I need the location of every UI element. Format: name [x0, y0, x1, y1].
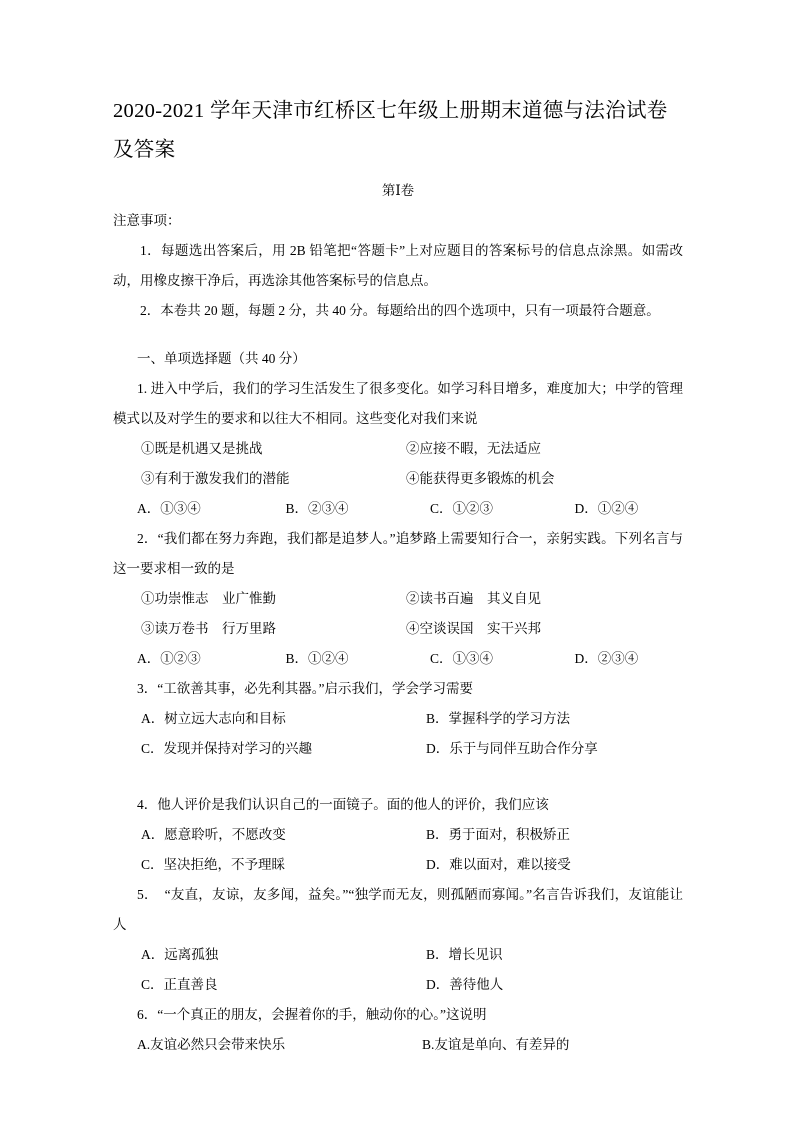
question-options — [113, 644, 683, 674]
section-label: 第Ⅰ卷 — [381, 183, 415, 198]
question-options — [113, 1030, 683, 1060]
option-d[interactable]: D．②③④ — [574, 651, 639, 666]
option-a[interactable]: A.友谊必然只会带来快乐 — [137, 1037, 286, 1052]
question-stem: 2．“我们都在努力奔跑，我们都是追梦人。”追梦路上需要知行合一，亲躬实践。下列名言与这一要求相一致的是 — [113, 531, 683, 576]
statement: ②读书百遍 其义自见 — [406, 591, 541, 606]
question-options — [113, 494, 683, 524]
option-c[interactable]: C．①②③ — [430, 501, 494, 516]
option-c[interactable]: C．正直善良 — [141, 977, 218, 992]
option-d[interactable]: D．乐于与同伴互助合作分享 — [426, 741, 598, 756]
question-options — [113, 734, 683, 764]
question-statements — [113, 614, 683, 644]
option-b[interactable]: B．①②④ — [285, 651, 349, 666]
option-d[interactable]: D．①②④ — [574, 501, 639, 516]
option-b[interactable]: B．增长见识 — [426, 947, 503, 962]
option-c[interactable]: C．坚决拒绝，不予理睬 — [141, 857, 286, 872]
option-a[interactable]: A．愿意聆听，不愿改变 — [141, 827, 286, 842]
question-stem: 6．“一个真正的朋友，会握着你的手，触动你的心。”这说明 — [137, 1007, 487, 1022]
option-a[interactable]: A．①②③ — [137, 651, 201, 666]
option-d[interactable]: D．善待他人 — [426, 977, 504, 992]
option-a[interactable]: A．远离孤独 — [141, 947, 219, 962]
statement: ①既是机遇又是挑战 — [141, 441, 263, 456]
option-b[interactable]: B．勇于面对，积极矫正 — [426, 827, 571, 842]
statement: ③读万卷书 行万里路 — [141, 621, 276, 636]
option-d[interactable]: D．难以面对，难以接受 — [426, 857, 571, 872]
question-options — [113, 940, 683, 970]
question-statements — [113, 584, 683, 614]
notice-heading: 注意事项： — [113, 213, 181, 228]
question-stem: 5． “友直，友谅，友多闻，益矣。”“独学而无友，则孤陋而寡闻。”名言告诉我们，友谊能让人 — [113, 887, 683, 932]
statement: ④能获得更多锻炼的机会 — [406, 471, 555, 486]
question-options — [113, 820, 683, 850]
question-options — [113, 704, 683, 734]
notice-item-2: 2．本卷共 20 题，每题 2 分，共 40 分。每题给出的四个选项中，只有一项最符合题意。 — [140, 303, 660, 318]
question-options — [113, 850, 683, 880]
page-title: 2020-2021 学年天津市红桥区七年级上册期末道德与法治试卷及答案 — [113, 100, 668, 161]
statement: ②应接不暇，无法适应 — [406, 441, 541, 456]
option-b[interactable]: B.友谊是单向、有差异的 — [422, 1037, 570, 1052]
question-statements — [113, 434, 683, 464]
notice-item-1: 1．每题选出答案后，用 2B 铅笔把“答题卡”上对应题目的答案标号的信息点涂黑。如需改动，用橡皮擦干净后，再选涂其他答案标号的信息点。 — [113, 243, 683, 288]
statement: ④空谈误国 实干兴邦 — [406, 621, 541, 636]
statement: ③有利于激发我们的潜能 — [141, 471, 290, 486]
option-b[interactable]: B．②③④ — [285, 501, 349, 516]
question-stem: 4．他人评价是我们认识自己的一面镜子。面的他人的评价，我们应该 — [137, 797, 549, 812]
statement: ①功崇惟志 业广惟勤 — [141, 591, 276, 606]
question-statements — [113, 464, 683, 494]
part-heading: 一、单项选择题（共 40 分） — [137, 351, 306, 366]
option-b[interactable]: B．掌握科学的学习方法 — [426, 711, 571, 726]
option-a[interactable]: A．树立远大志向和目标 — [141, 711, 286, 726]
option-c[interactable]: C．发现并保持对学习的兴趣 — [141, 741, 313, 756]
question-stem: 1. 进入中学后，我们的学习生活发生了很多变化。如学习科目增多，难度加大；中学的管理模式以及对学生的要求和以往大不相同。这些变化对我们来说 — [113, 381, 683, 426]
option-c[interactable]: C．①③④ — [430, 651, 494, 666]
question-stem: 3．“工欲善其事，必先利其器。”启示我们，学会学习需要 — [137, 681, 473, 696]
question-options — [113, 970, 683, 1000]
option-a[interactable]: A．①③④ — [137, 501, 201, 516]
